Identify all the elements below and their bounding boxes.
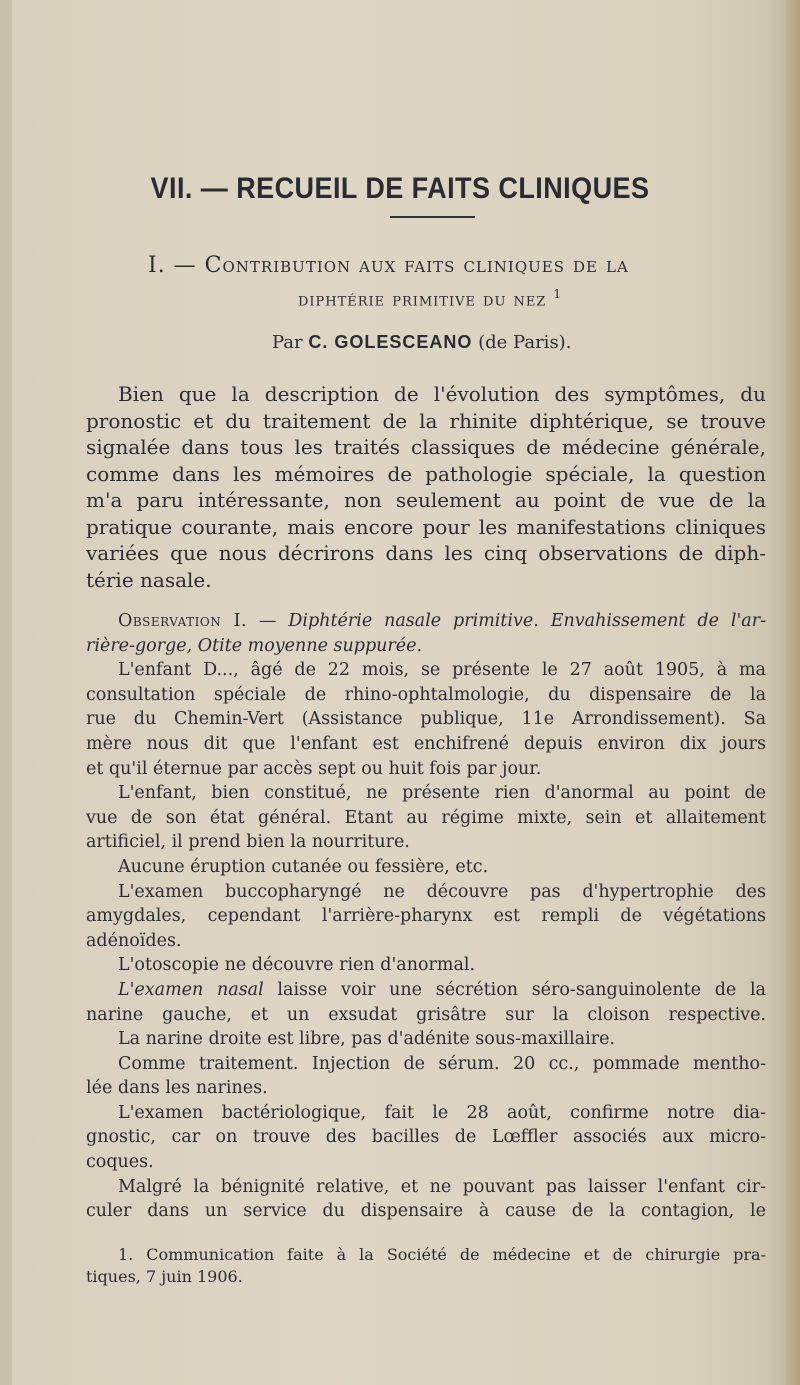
body-line xyxy=(86,978,766,1003)
observation-label: Observation I. xyxy=(118,611,248,631)
body-line-text: laisse voir une sécrétion séro-sanguinolente de la xyxy=(277,979,766,1000)
observation-title-cont: rière-gorge, Otite moyenne suppurée. xyxy=(86,635,423,656)
intro-line: pratique courante, mais encore pour les manifestations cliniques xyxy=(86,514,766,539)
footnote-mark: 1 xyxy=(553,287,563,301)
body-line: mère nous dit que l'enfant est enchifrené depuis environ dix jours xyxy=(86,733,766,754)
intro-line: m'a paru intéressante, non seulement au point de vue de la xyxy=(86,488,766,512)
author-line xyxy=(272,332,571,353)
intro-line: térie nasale. xyxy=(86,567,212,592)
section-heading-text: diphtérie primitive du nez xyxy=(297,288,547,311)
author-name: C. GOLESCEANO xyxy=(308,332,473,352)
body-line: culer dans un service du dispensaire à cause de la contagion, le xyxy=(86,1201,766,1222)
footnote-line: tiques, 7 juin 1906. xyxy=(86,1267,243,1286)
body-line: gnostic, car on trouve des bacilles de Lœffler associés aux micro- xyxy=(86,1127,766,1148)
body-line: vue de son état général. Etant au régime mixte, sein et allaitement xyxy=(86,807,766,828)
intro-paragraph xyxy=(86,381,766,593)
body-line: narine gauche, et un exsudat grisâtre sur la cloison respective. xyxy=(86,1004,766,1025)
observation-title-text: — Diphtérie nasale primitive. Envahissement de l'ar- xyxy=(258,611,766,631)
body-line: L'examen bactériologique, fait le 28 août, confirme notre dia- xyxy=(118,1102,766,1123)
section-heading-line1: I. — Contribution aux faits cliniques de la xyxy=(148,253,629,278)
author-prefix: Par xyxy=(272,332,303,353)
chapter-title: VII. — RECUEIL DE FAITS CLINIQUES xyxy=(150,172,650,205)
intro-line: pronostic et du traitement de la rhinite diphtérique, se trouve xyxy=(86,408,766,433)
body-line: lée dans les narines. xyxy=(86,1078,268,1099)
body-line: Malgré la bénignité relative, et ne pouvant pas laisser l'enfant cir- xyxy=(118,1176,766,1197)
page-left-edge xyxy=(0,0,12,1385)
body-line: artificiel, il prend bien la nourriture. xyxy=(86,832,410,853)
title-rule xyxy=(390,216,475,218)
intro-line: signalée dans tous les traités classiques de médecine générale, xyxy=(86,435,766,459)
observation-body xyxy=(86,609,766,1224)
body-line: rue du Chemin-Vert (Assistance publique, 11e Arrondissement). Sa xyxy=(86,709,766,730)
intro-line: Bien que la description de l'évolution des symptômes, du xyxy=(118,382,766,406)
body-line: amygdales, cependant l'arrière-pharynx est rempli de végétations xyxy=(86,906,766,927)
page-right-edge xyxy=(786,0,800,1385)
intro-line: variées que nous décrirons dans les cinq observations de diph- xyxy=(86,541,766,565)
author-suffix: (de Paris). xyxy=(478,332,572,353)
body-line: adénoïdes. xyxy=(86,930,182,951)
italic-lead: L'examen nasal xyxy=(118,979,264,1000)
section-heading-line2 xyxy=(0,287,800,310)
intro-line: comme dans les mémoires de pathologie spéciale, la question xyxy=(86,461,766,486)
body-line: Comme traitement. Injection de sérum. 20 cc., pommade mentho- xyxy=(118,1053,766,1074)
body-line: Aucune éruption cutanée ou fessière, etc. xyxy=(118,856,489,877)
body-line: L'enfant D..., âgé de 22 mois, se présente le 27 août 1905, à ma xyxy=(118,660,766,681)
body-line: coques. xyxy=(86,1152,154,1173)
body-line: consultation spéciale de rhino-ophtalmologie, du dispensaire de la xyxy=(86,684,766,705)
body-line: L'examen buccopharyngé ne découvre pas d'hypertrophie des xyxy=(118,881,766,902)
body-line: L'otoscopie ne découvre rien d'anormal. xyxy=(118,955,476,976)
body-line: La narine droite est libre, pas d'adénite sous-maxillaire. xyxy=(118,1029,615,1050)
observation-title xyxy=(86,609,766,634)
body-line: et qu'il éternue par accès sept ou huit fois par jour. xyxy=(86,758,542,779)
body-line: L'enfant, bien constitué, ne présente rien d'anormal au point de xyxy=(118,783,766,804)
footnote xyxy=(86,1244,766,1288)
footnote-line: 1. Communication faite à la Société de médecine et de chirurgie pra- xyxy=(118,1245,766,1264)
